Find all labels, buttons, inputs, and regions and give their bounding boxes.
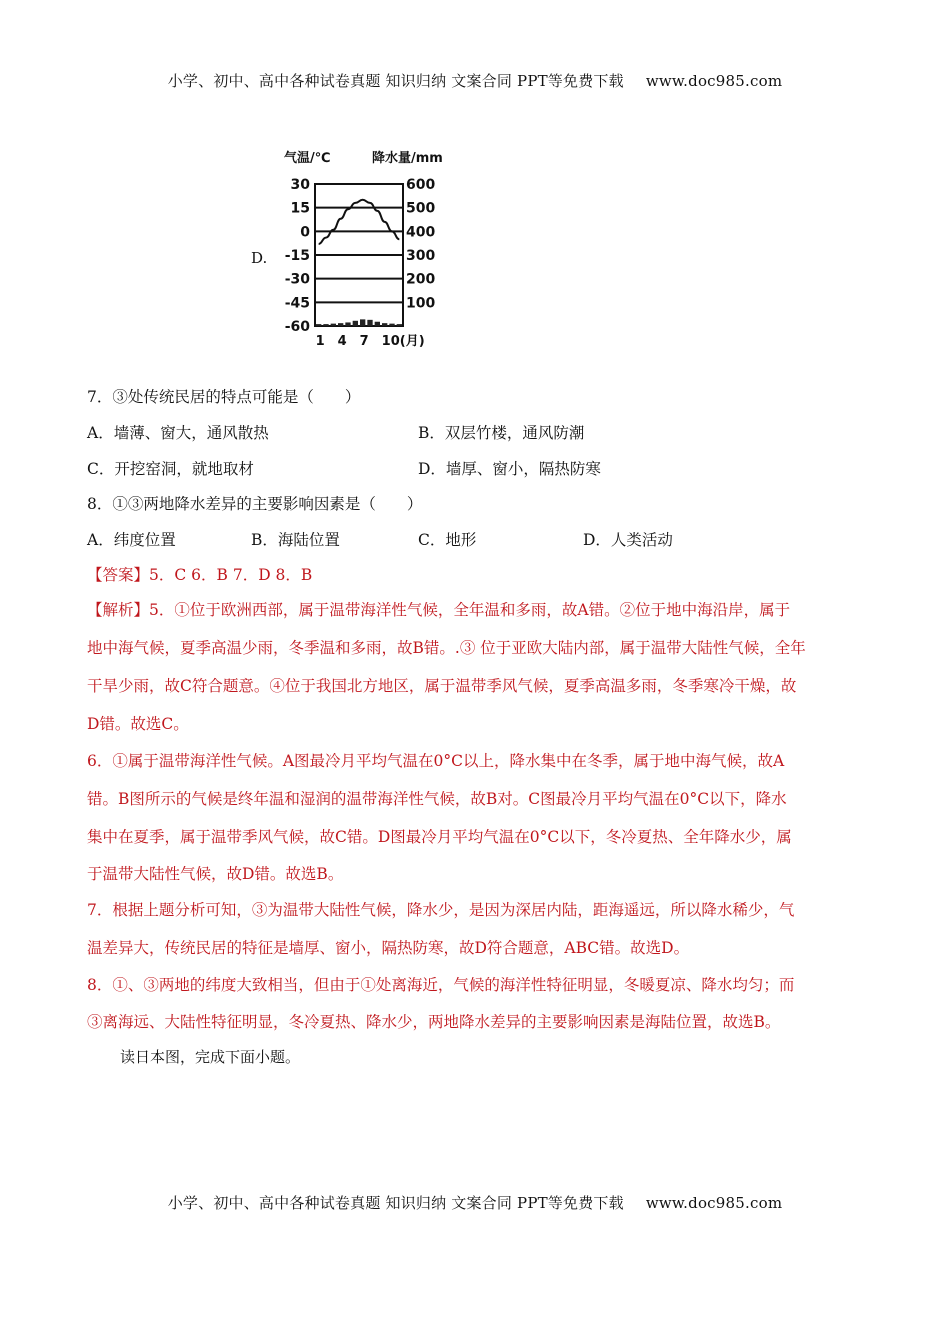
precipitation-bar xyxy=(397,324,402,326)
header-text: 小学、初中、高中各种试卷真题 知识归纳 文案合同 PPT等免费下载 xyxy=(167,72,624,90)
right-tick-label: 400 xyxy=(406,224,436,241)
page-header xyxy=(0,70,950,91)
left-tick-label: -30 xyxy=(284,271,310,288)
q7-option-a: A．墙薄、窗大，通风散热 xyxy=(87,424,269,442)
temperature-line xyxy=(319,200,400,244)
analysis-line-0: 【解析】5．①位于欧洲西部，属于温带海洋性气候，全年温和多雨，故A错。②位于地中海沿岸，属于 xyxy=(87,601,791,619)
x-tick-label: 10(月) xyxy=(381,334,425,349)
precipitation-bar xyxy=(345,322,350,326)
right-axis-label: 降水量/mm xyxy=(372,151,443,166)
answer-tag: 【答案】 xyxy=(87,566,150,584)
right-tick-label: 500 xyxy=(406,200,436,217)
analysis-line-2: 干旱少雨，故C符合题意。④位于我国北方地区，属于温带季风气候，夏季高温多雨，冬季寒冷干燥，故 xyxy=(87,677,797,695)
left-tick-label: -60 xyxy=(284,319,310,335)
analysis-line-10: 8．①、③两地的纬度大致相当，但由于①处离海近，气候的海洋性特征明显，冬暖夏凉、降水均匀；而 xyxy=(87,976,795,994)
right-tick-label: 600 xyxy=(406,177,436,193)
analysis-line-3: D错。故选C。 xyxy=(87,715,189,733)
footer-url: www.doc985.com xyxy=(645,1194,783,1212)
q8-option-c: C．地形 xyxy=(418,531,477,549)
x-tick-label: 7 xyxy=(359,334,369,349)
x-tick-label: 4 xyxy=(337,334,347,349)
analysis-line-7: 于温带大陆性气候，故D错。故选B。 xyxy=(87,865,344,883)
question-7: 7．③处传统民居的特点可能是（ ） xyxy=(87,388,361,406)
precipitation-bar xyxy=(360,319,365,326)
precipitation-bar xyxy=(331,324,336,326)
precipitation-bar xyxy=(353,321,358,326)
climate-chart xyxy=(270,140,450,350)
q7-option-d: D．墙厚、窗小，隔热防寒 xyxy=(418,460,601,478)
left-tick-label: 0 xyxy=(300,224,310,241)
analysis-line-5: 错。B图所示的气候是终年温和湿润的温带海洋性气候，故B对。C图最冷月平均气温在0°C以下，降水 xyxy=(87,790,787,808)
x-tick-label: 1 xyxy=(315,334,325,349)
left-tick-label: -45 xyxy=(284,295,310,312)
header-url: www.doc985.com xyxy=(645,72,783,90)
precipitation-bar xyxy=(316,324,321,326)
japan-map-intro: 读日本图，完成下面小题。 xyxy=(120,1048,301,1066)
answer-line xyxy=(87,563,312,585)
analysis-line-9: 温差异大，传统民居的特征是墙厚、窗小，隔热防寒，故D符合题意，ABC错。故选D。 xyxy=(87,939,690,957)
footer-text: 小学、初中、高中各种试卷真题 知识归纳 文案合同 PPT等免费下载 xyxy=(167,1194,624,1212)
precipitation-bar xyxy=(382,323,387,326)
chart-option-label: D. xyxy=(251,249,268,267)
precipitation-bar xyxy=(367,320,372,326)
left-tick-label: 30 xyxy=(290,177,310,193)
page-footer xyxy=(0,1192,950,1213)
left-tick-label: -15 xyxy=(284,248,310,264)
analysis-line-6: 集中在夏季，属于温带季风气候，故C错。D图最冷月平均气温在0°C以下，冬冷夏热、全年降水少，属 xyxy=(87,828,792,846)
q8-option-d: D．人类活动 xyxy=(583,531,673,549)
precipitation-bar xyxy=(338,323,343,326)
q7-option-b: B．双层竹楼，通风防潮 xyxy=(418,424,585,442)
answer-text: 5．C 6．B 7．D 8．B xyxy=(149,566,313,584)
q7-option-c: C．开挖窑洞，就地取材 xyxy=(87,460,254,478)
left-tick-label: 15 xyxy=(290,200,310,217)
precipitation-bar xyxy=(389,324,394,326)
analysis-line-11: ③离海远、大陆性特征明显，冬冷夏热、降水少，两地降水差异的主要影响因素是海陆位置，故选B。 xyxy=(87,1013,781,1031)
right-tick-label: 200 xyxy=(406,271,436,288)
precipitation-bar xyxy=(323,324,328,326)
precipitation-bar xyxy=(375,322,380,326)
analysis-line-4: 6．①属于温带海洋性气候。A图最冷月平均气温在0°C以上，降水集中在冬季，属于地中海气候，故A xyxy=(87,752,785,770)
left-axis-label: 气温/℃ xyxy=(284,151,331,166)
analysis-line-1: 地中海气候，夏季高温少雨，冬季温和多雨，故B错。.③ 位于亚欧大陆内部，属于温带大陆性气候，全年 xyxy=(87,639,806,657)
right-tick-label: 300 xyxy=(406,248,436,264)
q8-option-a: A．纬度位置 xyxy=(87,531,176,549)
q8-option-b: B．海陆位置 xyxy=(251,531,340,549)
right-tick-label: 100 xyxy=(406,295,436,312)
analysis-tag: 【解析】 xyxy=(87,601,150,619)
analysis-line-8: 7．根据上题分析可知，③为温带大陆性气候，降水少，是因为深居内陆，距海遥远，所以降水稀少，气 xyxy=(87,901,795,919)
question-8: 8．①③两地降水差异的主要影响因素是（ ） xyxy=(87,495,423,513)
